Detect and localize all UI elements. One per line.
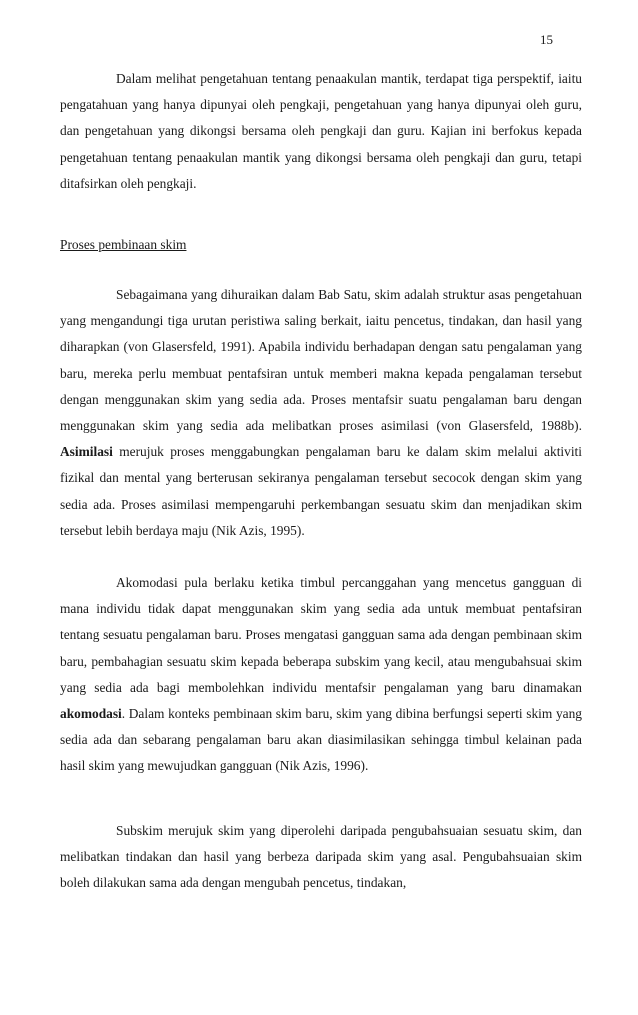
paragraph-text: merujuk proses menggabungkan pengalaman baru ke dalam skim melalui aktiviti fizikal dan mental yang berterusan sekiranya pengalaman tersebut secocok dengan skim yang sedia ada. Proses asimilasi mempengaruhi perkembangan sesuatu skim dan menjadikan skim tersebut lebih berdaya maju (Nik Azis, 1995). — [60, 444, 582, 538]
paragraph-assimilation — [60, 282, 582, 544]
bold-term-assimilation: Asimilasi — [60, 444, 113, 460]
paragraph-text: Akomodasi pula berlaku ketika timbul percanggahan yang mencetus gangguan di mana individu tidak dapat menggunakan skim yang sedia ada untuk membuat pentafsiran tentang sesuatu pengalaman baru. Proses mengatasi gangguan sama ada dengan pembinaan skim baru, pembahagian sesuatu skim kepada beberapa subskim yang kecil, atau mengubahsuai skim yang sedia ada bagi membolehkan individu mentafsir pengalaman yang baru dinamakan — [60, 575, 582, 695]
paragraph-text: Sebagaimana yang dihuraikan dalam Bab Satu, skim adalah struktur asas pengetahuan yang mengandungi tiga urutan peristiwa saling berkait, iaitu pencetus, tindakan, dan hasil yang diharapkan (von Glasersfeld, 1991). Apabila individu berhadapan dengan satu pengalaman yang baru, mereka perlu membuat pentafsiran untuk memberi makna kepada pengalaman tersebut dengan menggunakan skim yang sedia ada. Proses mentafsir suatu pengalaman baru dengan menggunakan skim yang sedia ada melibatkan proses asimilasi (von Glasersfeld, 1988b). — [60, 287, 582, 434]
section-heading: Proses pembinaan skim — [60, 237, 187, 252]
page-number: 15 — [540, 32, 553, 47]
paragraph-accommodation — [60, 570, 582, 780]
paragraph-perspectives: Dalam melihat pengetahuan tentang penaakulan mantik, terdapat tiga perspektif, iaitu pengatahuan yang hanya dipunyai oleh pengkaji, pengetahuan yang hanya dipunyai oleh guru, dan pengetahuan yang dikongsi bersama oleh pengkaji dan guru. Kajian ini berfokus kepada pengetahuan tentang penaakulan mantik yang dikongsi bersama oleh pengkaji dan guru, tetapi ditafsirkan oleh pengkaji. — [60, 71, 582, 191]
paragraph-text: . Dalam konteks pembinaan skim baru, skim yang dibina berfungsi seperti skim yang sedia ada dan sebarang pengalaman baru akan diasimilasikan sehingga timbul kelainan pada hasil skim yang mewujudkan gangguan (Nik Azis, 1996). — [60, 706, 582, 774]
bold-term-accommodation: akomodasi — [60, 706, 122, 722]
paragraph-subscheme: Subskim merujuk skim yang diperolehi daripada pengubahsuaian sesuatu skim, dan melibatkan tindakan dan hasil yang berbeza daripada skim yang asal. Pengubahsuaian skim boleh dilakukan sama ada dengan mengubah pencetus, tindakan, — [60, 823, 582, 891]
